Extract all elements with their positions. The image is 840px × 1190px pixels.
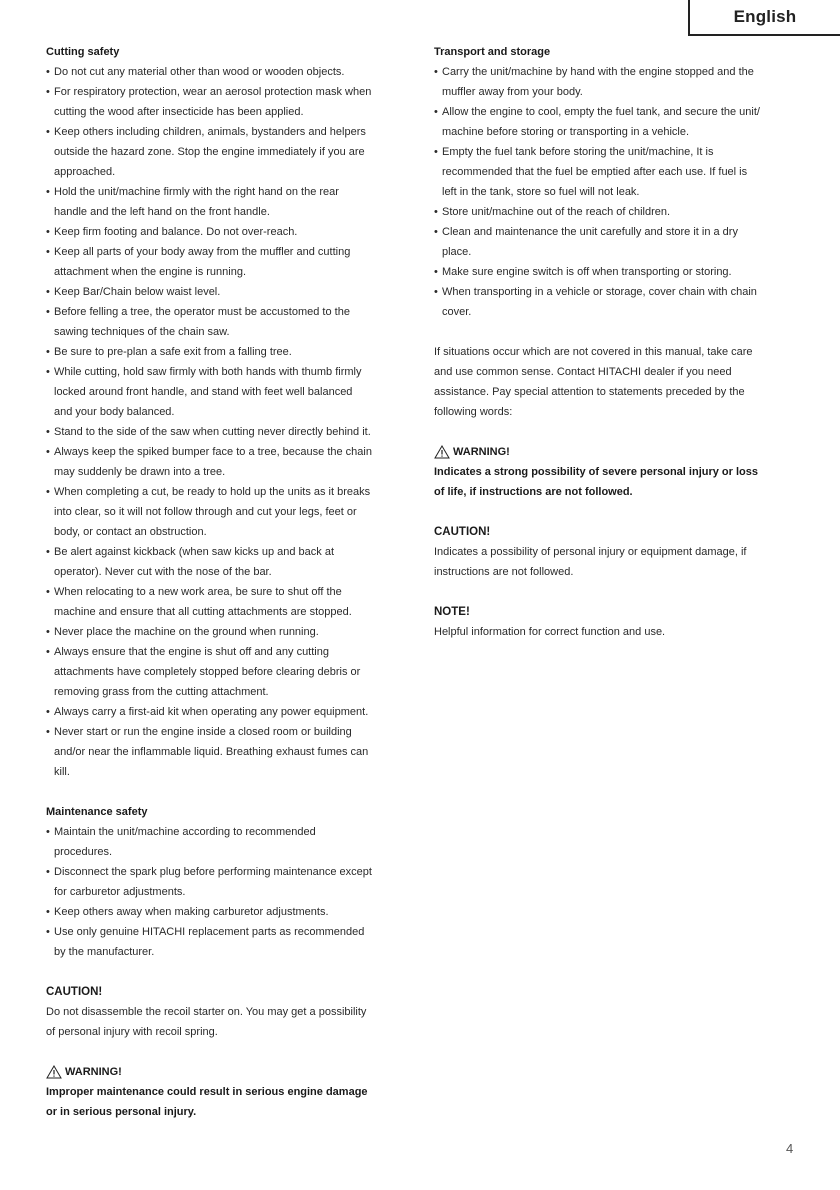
bullet-line: • When relocating to a new work area, be sure to shut off the (54, 586, 342, 598)
bullet-item (46, 62, 416, 82)
bullet-line: removing grass from the cutting attachment. (54, 686, 269, 698)
bullet-line: • When completing a cut, be ready to hold up the units as it breaks (54, 486, 371, 498)
bullet-item (434, 202, 804, 222)
bullet-line: machine and ensure that all cutting attachments are stopped. (54, 606, 352, 618)
bullet-item (46, 242, 416, 282)
bullet-item (434, 282, 804, 322)
bullet-line: attachment when the engine is running. (54, 266, 247, 278)
intro-paragraph (434, 342, 804, 422)
bullet-item (46, 642, 416, 702)
bullet-line: procedures. (54, 846, 113, 858)
bullet-line: cutting the wood after insecticide has been applied. (54, 106, 304, 118)
bullet-line: and/or near the inflammable liquid. Breathing exhaust fumes can (54, 746, 369, 758)
bullet-line: recommended that the fuel be emptied after each use. If fuel is (442, 166, 748, 178)
bullet-item (46, 702, 416, 722)
text-line: Indicates a possibility of personal injury or equipment damage, if (434, 546, 747, 558)
maintenance-safety-heading: Maintenance safety (46, 806, 148, 818)
text-line: following words: (434, 406, 513, 418)
bullet-line: • Keep all parts of your body away from the muffler and cutting (54, 246, 351, 258)
bullet-item (46, 82, 416, 122)
bullet-line: kill. (54, 766, 70, 778)
bullet-item (46, 922, 416, 962)
bullet-line: • Before felling a tree, the operator must be accustomed to the (54, 306, 350, 318)
bullet-line: • Do not cut any material other than wood or wooden objects. (54, 66, 345, 78)
bullet-line: • Always ensure that the engine is shut off and any cutting (54, 646, 329, 658)
bullet-line: approached. (54, 166, 116, 178)
text-line: and use common sense. Contact HITACHI dealer if you need (434, 366, 732, 378)
bullet-line: • Be alert against kickback (when saw kicks up and back at (54, 546, 335, 558)
bullet-line: left in the tank, store so fuel will not leak. (442, 186, 640, 198)
right-caution-text (434, 542, 804, 582)
language-label: English (733, 7, 797, 26)
bullet-item (434, 222, 804, 262)
bullet-line: • When transporting in a vehicle or storage, cover chain with chain (442, 286, 757, 298)
bullet-line: • While cutting, hold saw firmly with both hands with thumb firmly (54, 366, 362, 378)
bullet-line: • Always keep the spiked bumper face to a tree, because the chain (54, 446, 372, 458)
bullet-line: may suddenly be drawn into a tree. (54, 466, 226, 478)
bullet-line: muffler away from your body. (442, 86, 583, 98)
bullet-line: • Keep firm footing and balance. Do not over-reach. (54, 226, 298, 238)
cutting-safety-list (46, 62, 416, 782)
right-warning-heading (434, 442, 804, 462)
bullet-line: • Carry the unit/machine by hand with the engine stopped and the (442, 66, 754, 78)
bullet-item (46, 582, 416, 622)
language-tab (688, 0, 840, 36)
left-caution-text (46, 1002, 416, 1042)
left-column (46, 42, 416, 1122)
transport-storage-list (434, 62, 804, 322)
bullet-item (46, 442, 416, 482)
right-warning-text (434, 462, 804, 502)
text-line: assistance. Pay special attention to statements preceded by the (434, 386, 745, 398)
bullet-line: handle and the left hand on the front handle. (54, 206, 270, 218)
bullet-line: • Use only genuine HITACHI replacement parts as recommended (54, 926, 365, 938)
bullet-line: • Never place the machine on the ground when running. (54, 626, 319, 638)
transport-storage-heading: Transport and storage (434, 46, 551, 58)
bullet-line: machine before storing or transporting in a vehicle. (442, 126, 690, 138)
text-line: If situations occur which are not covered in this manual, take care (434, 346, 753, 358)
text-line: Do not disassemble the recoil starter on. You may get a possibility (46, 1006, 367, 1018)
bullet-line: by the manufacturer. (54, 946, 155, 958)
text-line: Helpful information for correct function and use. (434, 626, 666, 638)
text-line: of personal injury with recoil spring. (46, 1026, 218, 1038)
cutting-safety-heading: Cutting safety (46, 46, 120, 58)
bullet-line: • Keep Bar/Chain below waist level. (54, 286, 221, 298)
text-line: or in serious personal injury. (46, 1106, 197, 1118)
bullet-line: • Keep others including children, animals, bystanders and helpers (54, 126, 366, 138)
bullet-line: into clear, so it will not follow through and cut your legs, feet or (54, 506, 357, 518)
right-warning-label: WARNING! (453, 446, 510, 458)
bullet-item (46, 182, 416, 222)
bullet-line: attachments have completely stopped before clearing debris or (54, 666, 361, 678)
bullet-item (46, 902, 416, 922)
note-heading: NOTE! (434, 606, 470, 618)
left-warning-heading (46, 1062, 416, 1082)
maintenance-safety-list (46, 822, 416, 962)
bullet-item (46, 482, 416, 542)
bullet-line: • Always carry a first-aid kit when operating any power equipment. (54, 706, 369, 718)
bullet-item (46, 622, 416, 642)
warning-triangle-icon (434, 445, 450, 459)
note-text (434, 622, 804, 642)
bullet-item (46, 302, 416, 342)
bullet-line: • Keep others away when making carburetor adjustments. (54, 906, 329, 918)
page-number: 4 (786, 1141, 794, 1156)
bullet-item (46, 542, 416, 582)
left-warning-text (46, 1082, 416, 1122)
bullet-line: • Empty the fuel tank before storing the unit/machine, It is (442, 146, 714, 158)
bullet-line: operator). Never cut with the nose of the bar. (54, 566, 272, 578)
bullet-line: body, or contact an obstruction. (54, 526, 207, 538)
bullet-item (46, 862, 416, 902)
bullet-line: • Store unit/machine out of the reach of children. (442, 206, 671, 218)
bullet-line: • Allow the engine to cool, empty the fuel tank, and secure the unit/ (442, 106, 760, 118)
bullet-item (46, 822, 416, 862)
bullet-item (46, 122, 416, 182)
bullet-line: • Make sure engine switch is off when transporting or storing. (442, 266, 732, 278)
bullet-line: • Be sure to pre-plan a safe exit from a falling tree. (54, 346, 292, 358)
bullet-item (46, 282, 416, 302)
bullet-line: • Stand to the side of the saw when cutting never directly behind it. (54, 426, 371, 438)
bullet-item (434, 142, 804, 202)
text-line: of life, if instructions are not followed. (434, 486, 633, 498)
bullet-line: • Hold the unit/machine firmly with the right hand on the rear (54, 186, 339, 198)
bullet-line: • Disconnect the spark plug before performing maintenance except (54, 866, 372, 878)
warning-triangle-icon (46, 1065, 62, 1079)
bullet-line: and your body balanced. (54, 406, 175, 418)
text-line: Improper maintenance could result in serious engine damage (46, 1086, 368, 1098)
bullet-line: • Maintain the unit/machine according to recommended (54, 826, 316, 838)
bullet-item (434, 62, 804, 102)
bullet-line: cover. (442, 306, 472, 318)
bullet-item (46, 722, 416, 782)
bullet-line: • Clean and maintenance the unit carefully and store it in a dry (442, 226, 738, 238)
right-column (434, 42, 804, 642)
text-line: instructions are not followed. (434, 566, 574, 578)
bullet-line: sawing techniques of the chain saw. (54, 326, 230, 338)
bullet-item (434, 102, 804, 142)
bullet-line: place. (442, 246, 472, 258)
bullet-line: • For respiratory protection, wear an aerosol protection mask when (54, 86, 372, 98)
bullet-item (434, 262, 804, 282)
bullet-line: locked around front handle, and stand with feet well balanced (54, 386, 353, 398)
left-warning-label: WARNING! (65, 1066, 122, 1078)
bullet-line: for carburetor adjustments. (54, 886, 186, 898)
bullet-line: outside the hazard zone. Stop the engine immediately if you are (54, 146, 365, 158)
bullet-item (46, 362, 416, 422)
text-line: Indicates a strong possibility of severe personal injury or loss (434, 466, 758, 478)
bullet-item (46, 222, 416, 242)
right-caution-heading: CAUTION! (434, 526, 491, 538)
bullet-item (46, 342, 416, 362)
bullet-item (46, 422, 416, 442)
bullet-line: • Never start or run the engine inside a closed room or building (54, 726, 352, 738)
left-caution-heading: CAUTION! (46, 986, 103, 998)
